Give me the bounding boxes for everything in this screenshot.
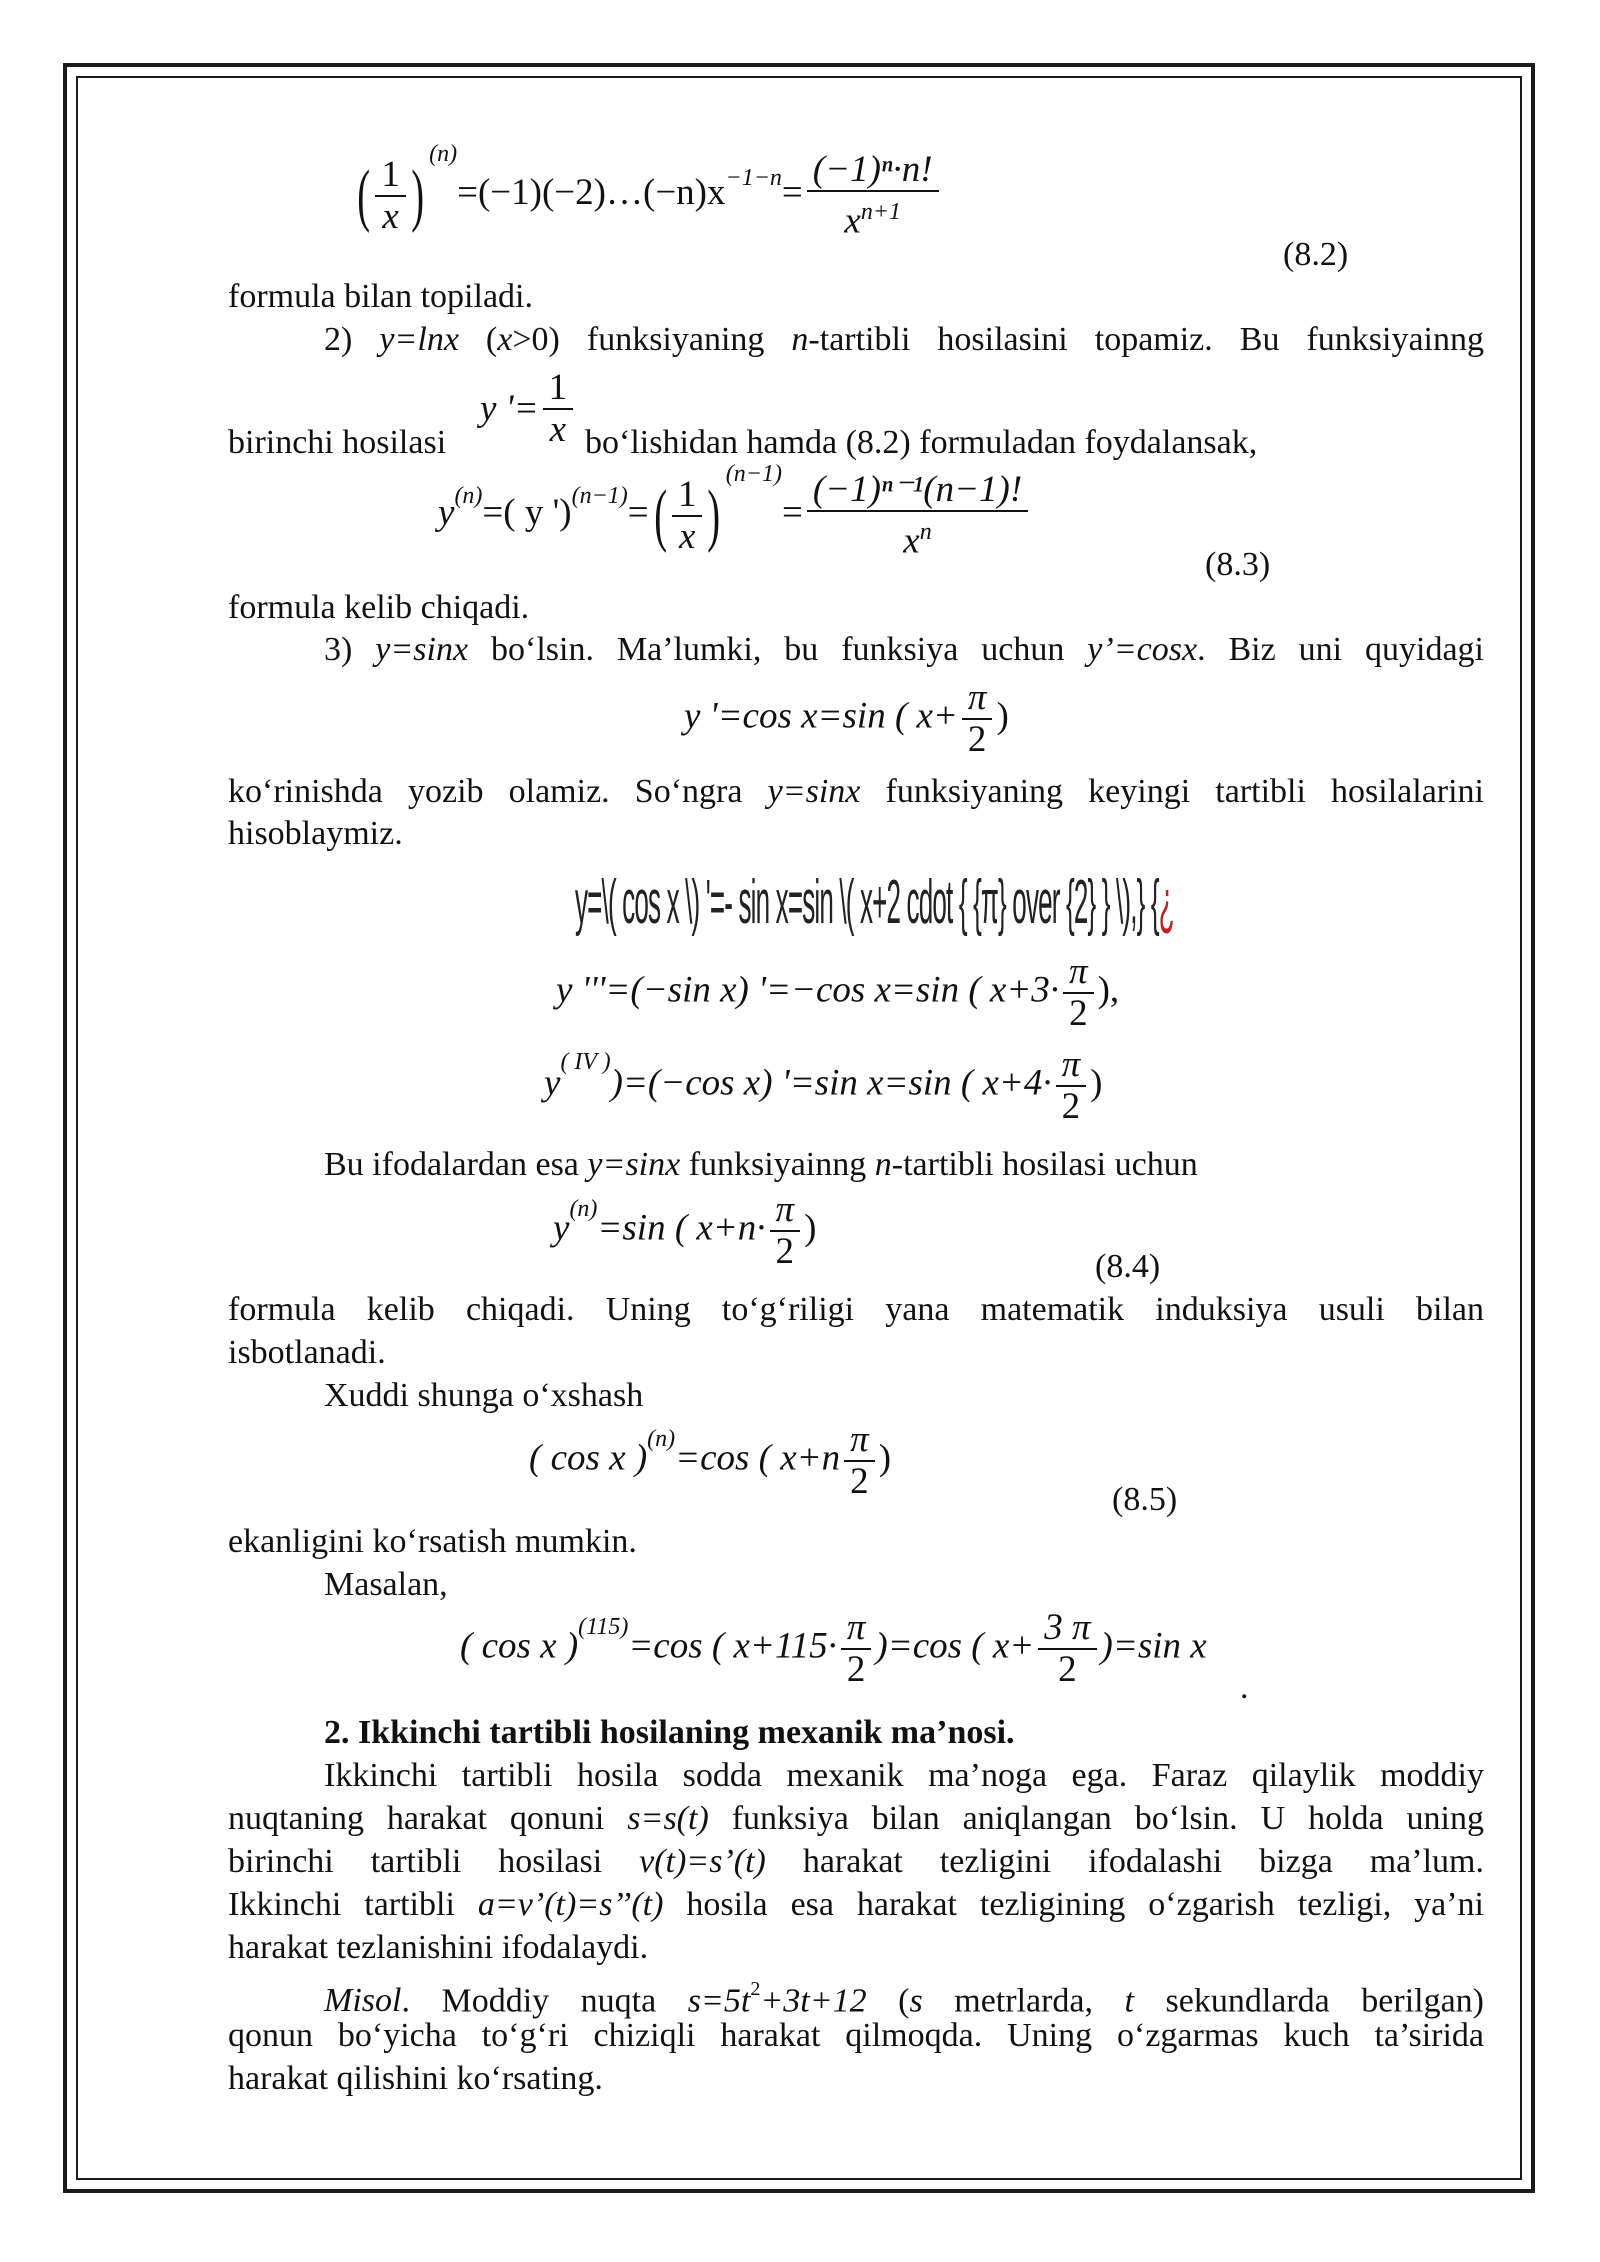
paragraph-line: harakat qilishini ko‘rsating. [228,2060,603,2097]
paragraph-line: qonun bo‘yicha to‘g‘ri chiziqli harakat qilmoqda. Uning o‘zgarmas kuch ta’sirida [228,2017,1484,2054]
equation-number-8-5: (8.5) [1112,1481,1178,1518]
paragraph-line: nuqtaning harakat qonuni s=s(t) funksiya bilan aniqlangan bo‘lsin. U holda uning [228,1800,1484,1837]
equation-y-second-garbled: y=\( cos x \) '=- sin x=sin \( x+2 cdot { {π} over {2} } \),} {¿ [575,868,1174,937]
paragraph-line: birinchi tartibli hosilasi v(t)=s’(t) harakat tezligini ifodalashi bizga ma’lum. [228,1843,1484,1880]
equation-number-8-4: (8.4) [1095,1248,1161,1285]
equation-y-prime: y '=cos x=sin ( x+ $\frac{\pi}{2}$ ) [684,677,1009,760]
text-line: formula kelib chiqadi. Uning to‘g‘riligi yana matematik induksiya usuli bilan [228,1291,1484,1328]
text-line: formula bilan topiladi. [228,278,533,315]
equation-example-cos-115: ( cos x )$^{(115)}$=cos ( x+115· $\frac{\pi}{2}$ )=cos ( x+ $\frac{3 \pi}{2}$ )=sin x [460,1607,1207,1690]
text-line: birinchi hosilasi [228,424,447,461]
equation-8-5: ( cos x )$^{(n)}$=cos ( x+n $\frac{\pi}{2}$ ) [529,1419,892,1502]
equation-dot: . [1240,1669,1249,1706]
equation-8-4: $y^{(n)}=\sin$ ( x+n· $\frac{\pi}{2}$ ) [553,1189,817,1272]
paragraph-line: Ikkinchi tartibli a=v’(t)=s’’(t) hosila esa harakat tezligining o‘zgarish tezligi, ya’ni [228,1886,1485,1923]
text-line: Xuddi shunga o‘xshash [324,1377,644,1414]
paragraph-line: Misol. Moddiy nuqta $s=5t^2+3t+12$ (s metrlarda, t sekundlarda berilgan) [324,1978,1484,2020]
text-line: bo‘lishidan hamda (8.2) formuladan foydalansak, [585,424,1258,461]
equation-y-fourth: $y^{( IV )})=(-\cos$ x) '=sin x=sin ( x+4· $\frac{\pi}{2}$ ) [544,1044,1103,1127]
equation-number-8-2: (8.2) [1283,236,1349,273]
text-line: Bu ifodalardan esa y=sinx funksiyainng n-tartibli hosilasi uchun [324,1146,1198,1183]
paragraph-line: Ikkinchi tartibli hosila sodda mexanik ma’noga ega. Faraz qilaylik moddiy [324,1757,1484,1794]
text-line: formula kelib chiqadi. [228,589,530,626]
inline-derivative-formula: y '= $\frac{1}{x}$ [480,368,577,450]
text-line: Masalan, [324,1566,448,1603]
text-line: hisoblaymiz. [228,815,403,852]
equation-8-3: $y^{(n)}=$( y ')$^{(n-1)}$=( $\frac{1}{x}$ )$^{(n-1)}$= $\frac{\text{(−1)ⁿ⁻¹(n−1)!}}{x^n}$ [438,470,1032,561]
text-line: ko‘rinishda yozib olamiz. So‘ngra y=sinx funksiyaning keyingi tartibli hosilalarini [228,773,1484,810]
equation-y-third: y '''=(−sin x) '=−cos x=sin ( x+3· $\frac{\pi}{2}$ ), [556,951,1120,1034]
equation-number-8-3: (8.3) [1205,546,1271,583]
text-line: 3) y=sinx bo‘lsin. Ma’lumki, bu funksiya uchun y’=cosx. Biz uni quyidagi [324,631,1484,668]
section-heading: 2. Ikkinchi tartibli hosilaning mexanik ma’nosi. [324,1714,1015,1751]
paragraph-line: harakat tezlanishini ifodalaydi. [228,1929,649,1966]
equation-8-2: ( $\frac{1}{x}$ )$^{(n)}=(-1)(-2)\dots(-n)x^{-1-n}=$ $\frac{\text{(−1)ⁿ·n!}}{x^{n+1}}$ [352,150,943,241]
text-line: isbotlanadi. [228,1334,386,1371]
text-line: 2) y=lnx (x>0) funksiyaning n-tartibli hosilasini topamiz. Bu funksiyainng [324,321,1485,358]
text-line: ekanligini ko‘rsatish mumkin. [228,1523,637,1560]
